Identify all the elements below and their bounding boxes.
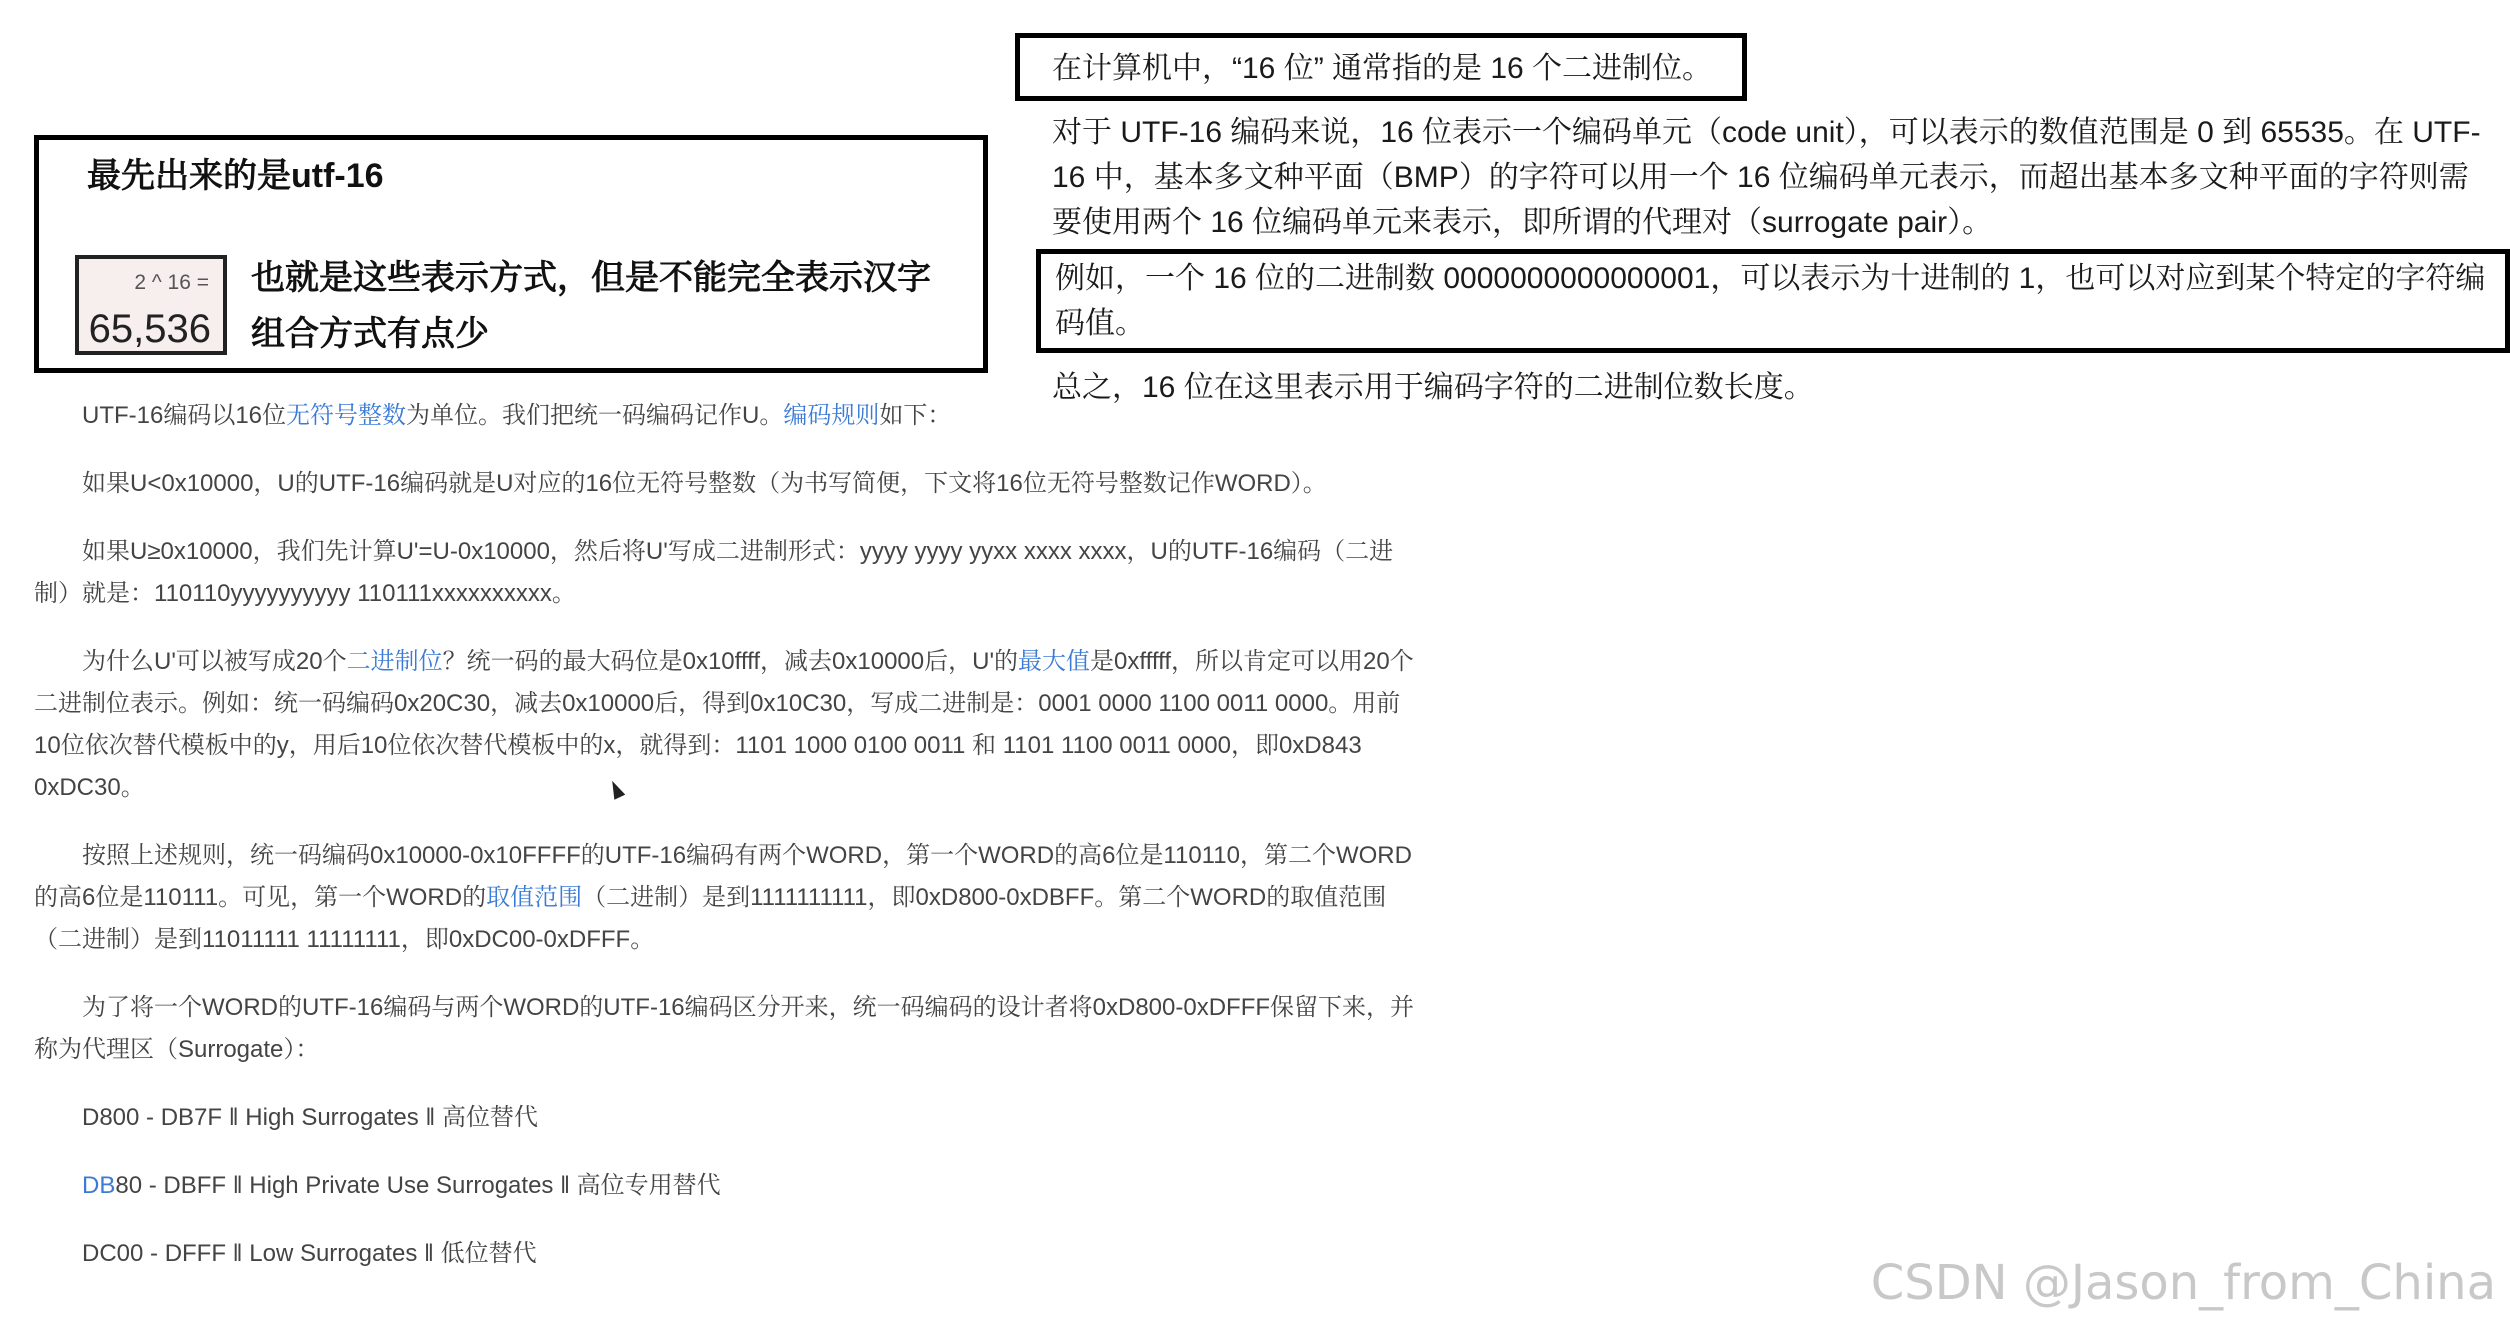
p1-text-before: UTF-16编码以16位 xyxy=(82,402,287,429)
paragraph-twenty-bits xyxy=(34,641,1424,809)
link-max-value[interactable]: 最大值 xyxy=(1018,648,1091,675)
p4-text-before: 为什么U'可以被写成20个 xyxy=(82,648,347,675)
article-body xyxy=(34,395,1424,1275)
link-unsigned-integer[interactable]: 无符号整数 xyxy=(286,402,407,429)
link-encoding-rules[interactable]: 编码规则 xyxy=(783,402,880,429)
note-box-example xyxy=(1036,249,2510,353)
p4-text-middle: ？统一码的最大码位是0x10ffff，减去0x10000后，U'的 xyxy=(442,648,1019,675)
calculator-expression: 2 ^ 16 = xyxy=(134,271,209,294)
surrogate-high: D800 - DB7F ‖ High Surrogates ‖ 高位替代 xyxy=(82,1104,538,1131)
note-code-unit-paragraph: 对于 UTF-16 编码来说，16 位表示一个编码单元（code unit），可以表示的数值范围是 0 到 65535。在 UTF-16 中，基本多文种平面（BMP）的字符可以用一个 16 位编码单元表示，而超出基本多文种平面的字符则需要使用两个 16 位编码单元来表示，即所谓的代理对（surrogate pair）。 xyxy=(1052,116,2481,239)
faint-watermark-glyph: ​ xyxy=(919,1089,961,1131)
calculator-result-image xyxy=(75,255,227,355)
note-summary-paragraph: 总之，16 位在这里表示用于编码字符的二进制位数长度。 xyxy=(1052,371,1814,404)
title-text: 最先出来的是utf-16 xyxy=(87,157,384,195)
surrogate-low: DC00 - DFFF ‖ Low Surrogates ‖ 低位替代 xyxy=(82,1240,537,1267)
title-note-line2: 组合方式有点少 xyxy=(251,315,489,353)
p4-text-after: 是0xfffff，所以肯定可以用20个二进制位表示。例如：统一码编码0x20C30，减去0x10000后，得到0x10C30，写成二进制是：0001 0000 1100 0011 0000。用前10位依次替代模板中的y，用后10位依次替代模板中的x，就得到：1101 1000 0100 0011 和 1101 1100 0011 0000，即0xD843 0xDC30。 xyxy=(34,648,1414,801)
title-note xyxy=(251,250,931,362)
note-example-text: 例如，一个 16 位的二进制数 0000000000000001，可以表示为十进制的 1，也可以对应到某个特定的字符编码值。 xyxy=(1055,262,2486,340)
paragraph-supplementary-rule: 如果U≥0x10000，我们先计算U'=U-0x10000，然后将U'写成二进制形式：yyyy yyyy yyxx xxxx xxxx，U的UTF-16编码（二进制）就是：110110yyyyyyyyyy 110111xxxxxxxxxx。 xyxy=(34,538,1394,607)
paragraph-surrogate-intro: 为了将一个WORD的UTF-16编码与两个WORD的UTF-16编码区分开来，统一码编码的设计者将0xD800-0xDFFF保留下来，并称为代理区（Surrogate）： xyxy=(34,994,1415,1063)
p5-text-after: （二进制）是到1111111111，即0xD800-0xDBFF。第二个WORD的取值范围（二进制）是到11011111 11111111，即0xDC00-0xDFFF。 xyxy=(34,884,1387,953)
surrogate-high-private-text: 80 - DBFF ‖ High Private Use Surrogates ‖ 高位专用替代 xyxy=(115,1172,721,1199)
link-value-range[interactable]: 取值范围 xyxy=(486,884,583,911)
p1-text-after: 如下： xyxy=(879,402,952,429)
link-db[interactable]: DB xyxy=(82,1172,116,1199)
link-binary-bit[interactable]: 二进制位 xyxy=(346,648,443,675)
calculator-value: 65,536 xyxy=(88,307,211,351)
note-16-bit-text: 在计算机中，“16 位” 通常指的是 16 个二进制位。 xyxy=(1052,52,1713,85)
title-annotation-box xyxy=(34,135,988,373)
title-note-line1: 也就是这些表示方式，但是不能完全表示汉字 xyxy=(251,259,931,297)
note-box-16-bit xyxy=(1015,33,1747,101)
paragraph-bmp-rule: 如果U<0x10000，U的UTF-16编码就是U对应的16位无符号整数（为书写简便，下文将16位无符号整数记作WORD）。 xyxy=(82,470,1327,497)
csdn-watermark: CSDN @Jason_from_China xyxy=(1870,1255,2496,1311)
p5-text-before: 按照上述规则，统一码编码0x10000-0x10FFFF的UTF-16编码有两个WORD，第一个WORD的高6位是110110，第二个WORD的高6位是110111。可见，第一个WORD的 xyxy=(34,842,1412,911)
paragraph-word-ranges xyxy=(34,835,1424,961)
surrogate-high-private xyxy=(34,1165,1424,1207)
p1-text-middle: 为单位。我们把统一码编码记作U。 xyxy=(406,402,784,429)
